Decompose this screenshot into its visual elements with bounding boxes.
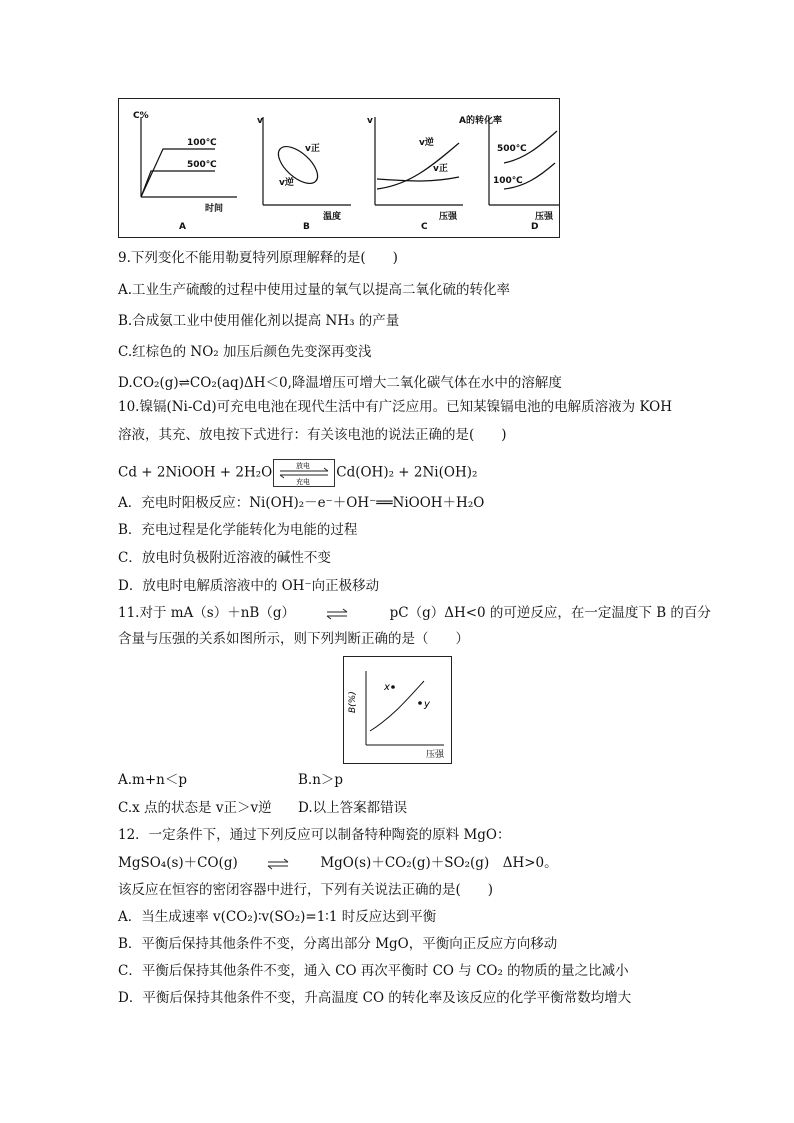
graph-a-ylabel: C% bbox=[133, 111, 149, 121]
q11-option-a: A.m+n＜p bbox=[118, 772, 187, 788]
graph-c-curve2: v正 bbox=[433, 164, 448, 174]
q12-option-b: B．平衡后保持其他条件不变，分离出部分 MgO，平衡向正反应方向移动 bbox=[118, 936, 558, 952]
graph-d-ylabel: A的转化率 bbox=[459, 116, 502, 126]
q11-point-x-label: x bbox=[384, 682, 390, 693]
graph-d-curve1: 500℃ bbox=[497, 144, 527, 154]
q10-eq-right: Cd(OH)₂ + 2Ni(OH)₂ bbox=[336, 464, 478, 481]
graph-b-xlabel: 温度 bbox=[323, 212, 342, 222]
graph-d-curve2: 100℃ bbox=[493, 176, 523, 186]
q12-stem-line2: 该反应在恒容的密闭容器中进行，下列有关说法正确的是( ) bbox=[118, 882, 494, 898]
q10-stem-line1: 10.镍镉(Ni-Cd)可充电电池在现代生活中有广泛应用。已知某镍镉电池的电解质溶液为 KOH bbox=[118, 399, 673, 415]
q11-stem-left: 11.对于 mA（s）＋nB（g） bbox=[118, 605, 295, 621]
graph-c-ylabel: v bbox=[367, 116, 373, 126]
q12-stem: 12．一定条件下，通过下列反应可以制备特种陶瓷的原料 MgO： bbox=[118, 827, 511, 843]
q11-ylabel: B(%) bbox=[348, 691, 358, 713]
graph-b-tag: B bbox=[303, 222, 310, 232]
graph-b-curve1: v正 bbox=[305, 144, 320, 154]
graph-b-ylabel: v bbox=[257, 116, 263, 126]
q9-option-c: C.红棕色的 NO₂ 加压后颜色先变深再变浅 bbox=[118, 344, 372, 360]
q11-option-c: C.x 点的状态是 v正＞v逆 bbox=[118, 800, 272, 816]
graph-a-curve1: 100℃ bbox=[187, 138, 217, 148]
q10-option-b: B．充电过程是化学能转化为电能的过程 bbox=[118, 522, 358, 538]
q10-option-d: D．放电时电解质溶液中的 OH⁻向正极移动 bbox=[118, 578, 380, 594]
q11-option-b: B.n＞p bbox=[298, 772, 344, 788]
q11-figure bbox=[343, 656, 452, 764]
q11-stem-line2: 含量与压强的关系如图所示，则下列判断正确的是（ ） bbox=[118, 631, 469, 647]
q9-option-a: A.工业生产硫酸的过程中使用过量的氧气以提高二氧化硫的转化率 bbox=[118, 282, 511, 298]
q11-stem-right: pC（g）ΔH<0 的可逆反应，在一定温度下 B 的百分 bbox=[389, 605, 711, 621]
graph-d-tag: D bbox=[531, 222, 539, 232]
q12-equation bbox=[118, 854, 558, 872]
equilibrium-arrow-icon bbox=[274, 460, 334, 486]
q12-option-d: D．平衡后保持其他条件不变，升高温度 CO 的转化率及该反应的化学平衡常数均增大 bbox=[118, 990, 632, 1006]
q12-eq-right: MgO(s)＋CO₂(g)＋SO₂(g) ΔH>0。 bbox=[320, 855, 558, 871]
q11-point-y-label: y bbox=[424, 699, 430, 710]
graph-b-curve2: v逆 bbox=[279, 178, 294, 188]
q12-option-c: C．平衡后保持其他条件不变，通入 CO 再次平衡时 CO 与 CO₂ 的物质的量之比减小 bbox=[118, 963, 629, 979]
q10-option-c: C．放电时负极附近溶液的碱性不变 bbox=[118, 550, 331, 566]
graph-c-tag: C bbox=[421, 222, 428, 232]
q11-option-d: D.以上答案都错误 bbox=[298, 800, 408, 816]
graph-c-curve1: v逆 bbox=[419, 138, 434, 148]
q12-eq-left: MgSO₄(s)＋CO(g) bbox=[118, 855, 238, 871]
q10-option-a: A．充电时阳极反应：Ni(OH)₂－e⁻＋OH⁻══NiOOH＋H₂O bbox=[118, 495, 485, 511]
q9-stem: 9.下列变化不能用勒夏特列原理解释的是( ) bbox=[118, 250, 398, 266]
q10-eq-top-label: 放电 bbox=[296, 462, 311, 470]
q10-equation bbox=[118, 459, 477, 487]
graph-a-tag: A bbox=[179, 222, 186, 232]
graph-a-curve2: 500℃ bbox=[187, 160, 217, 170]
q11-xlabel: 压强 bbox=[426, 750, 445, 760]
graph-c-xlabel: 压强 bbox=[439, 212, 458, 222]
q11-stem-line1 bbox=[118, 604, 711, 622]
equilibrium-arrow-icon bbox=[264, 857, 304, 871]
q10-eq-arrow-box bbox=[273, 459, 335, 487]
q11-figure-svg bbox=[344, 657, 451, 763]
q10-eq-left: Cd + 2NiOOH + 2H₂O bbox=[118, 464, 273, 481]
q9-option-b: B.合成氨工业中使用催化剂以提高 NH₃ 的产量 bbox=[118, 313, 400, 329]
q10-eq-bottom-label: 充电 bbox=[296, 478, 311, 486]
equilibrium-arrow-icon bbox=[323, 607, 363, 621]
q9-option-d: D.CO₂(g)⇌CO₂(aq)ΔH＜0,降温增压可增大二氧化碳气体在水中的溶解度 bbox=[118, 375, 562, 391]
figure-top-graphs bbox=[118, 98, 560, 238]
figure-top-svg bbox=[119, 99, 559, 237]
q12-option-a: A．当生成速率 v(CO₂)∶v(SO₂)=1∶1 时反应达到平衡 bbox=[118, 909, 437, 925]
graph-d-xlabel: 压强 bbox=[535, 212, 554, 222]
graph-a-xlabel: 时间 bbox=[205, 204, 224, 214]
q10-stem-line2: 溶液，其充、放电按下式进行：有关该电池的说法正确的是( ) bbox=[118, 427, 507, 443]
